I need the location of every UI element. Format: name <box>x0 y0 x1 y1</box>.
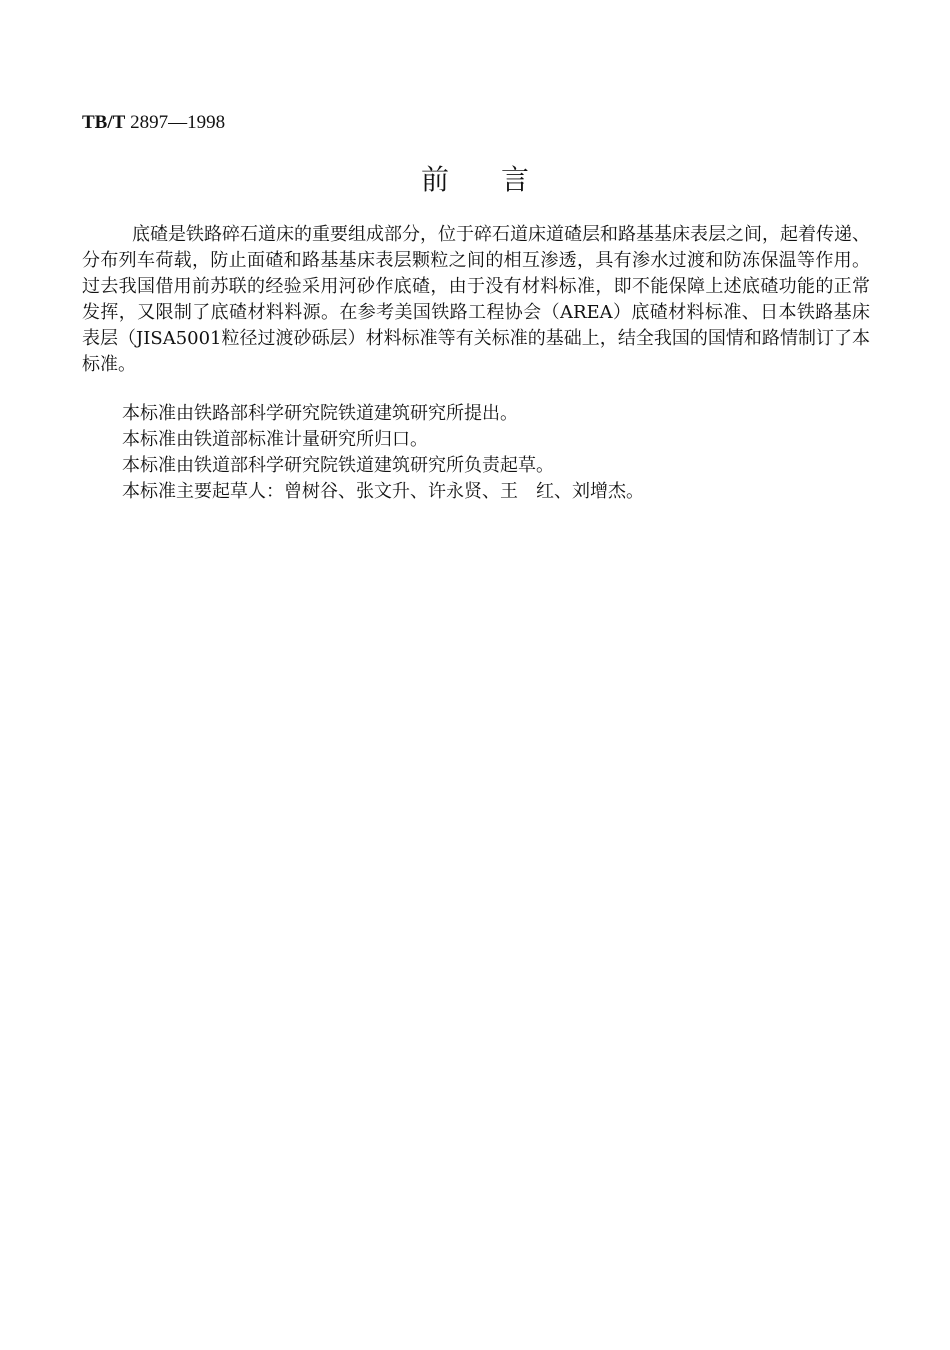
drafting-info-list <box>122 401 870 505</box>
main-drafters-line: 本标准主要起草人：曾树谷、张文升、许永贤、王 红、刘增杰。 <box>122 481 644 502</box>
page-title: 前言 <box>420 163 581 196</box>
standard-code <box>82 112 225 134</box>
centralized-management-line: 本标准由铁道部标准计量研究所归口。 <box>122 429 428 450</box>
drafting-unit-line: 本标准由铁道部科学研究院铁道建筑研究所负责起草。 <box>122 455 554 476</box>
proposer-line: 本标准由铁路部科学研究院铁道建筑研究所提出。 <box>122 403 518 424</box>
standard-number: 2897—1998 <box>125 112 226 133</box>
intro-paragraph: 底碴是铁路碎石道床的重要组成部分，位于碎石道床道碴层和路基基床表层之间，起着传递、分布列车荷载，防止面碴和路基基床表层颗粒之间的相互渗透，具有渗水过渡和防冻保温等作用。过去我国借用前苏联的经验采用河砂作底碴，由于没有材料标准，即不能保障上述底碴功能的正常发挥，又限制了底碴材料料源。在参考美国铁路工程协会（AREA）底碴材料标准、日本铁路基床表层（JISA5001粒径过渡砂砾层）材料标准等有关标准的基础上，结全我国的国情和路情制订了本标准。 <box>82 224 870 375</box>
standard-prefix: TB/T <box>82 112 126 133</box>
